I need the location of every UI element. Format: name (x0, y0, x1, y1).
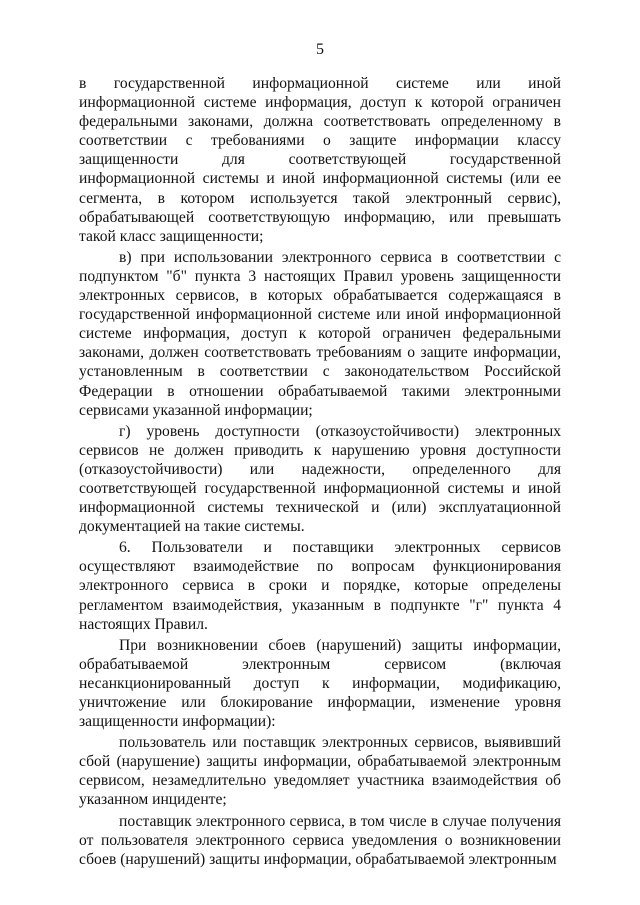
paragraph-continuation: в государственной информационной системе или иной информационной системе информация, доступ к которой ограничен федеральными законами, должна соответствовать определенному в соответствии с требованиями о защите информации классу защищенности для соответствующей государственной информационной системы и иной информационной системы (или ее сегмента, в котором используется такой электронный сервис), обрабатывающей соответствующую информацию, или превышать такой класс защищенности; (79, 75, 561, 245)
document-body (79, 74, 561, 869)
paragraph-incident-intro: При возникновении сбоев (нарушений) защиты информации, обрабатываемой электронным сервисом (включая несанкционированный доступ к информации, модификацию, уничтожение или блокирование информации, изменение уровня защищенности информации): (79, 636, 561, 731)
page-number: 5 (316, 41, 324, 58)
paragraph-item-g: г) уровень доступности (отказоустойчивости) электронных сервисов не должен приводить к нарушению уровня доступности (отказоустойчивости) или надежности, определенного для соответствующей государственной информационной системы и иной информационной системы технической и (или) эксплуатационной документацией на такие системы. (79, 422, 561, 536)
paragraph-clause-6: 6. Пользователи и поставщики электронных сервисов осуществляют взаимодействие по вопросам функционирования электронного сервиса в сроки и порядке, которые определены регламентом взаимодействия, указанным в подпункте "г" пункта 4 настоящих Правил. (79, 539, 561, 633)
paragraph-item-v: в) при использовании электронного сервиса в соответствии с подпунктом "б" пункта 3 настоящих Правил уровень защищенности электронных сервисов, в которых обрабатывается содержащаяся в государственной информационной системе или иной информационной системе информация, доступ к которой ограничен федеральными законами, должен соответствовать требованиям о защите информации, установленным в соответствии с законодательством Российской Федерации в отношении обрабатываемой такими электронными сервисами указанной информации; (79, 248, 561, 419)
paragraph-provider-actions: поставщик электронного сервиса, в том числе в случае получения от пользователя электронного сервиса уведомления о возникновении сбоев (нарушений) защиты информации, обрабатываемой электронным (79, 812, 561, 868)
paragraph-user-notification: пользователь или поставщик электронных сервисов, выявивший сбой (нарушение) защиты информации, обрабатываемой электронным сервисом, незамедлительно уведомляет участника взаимодействия об указанном инциденте; (79, 734, 561, 809)
